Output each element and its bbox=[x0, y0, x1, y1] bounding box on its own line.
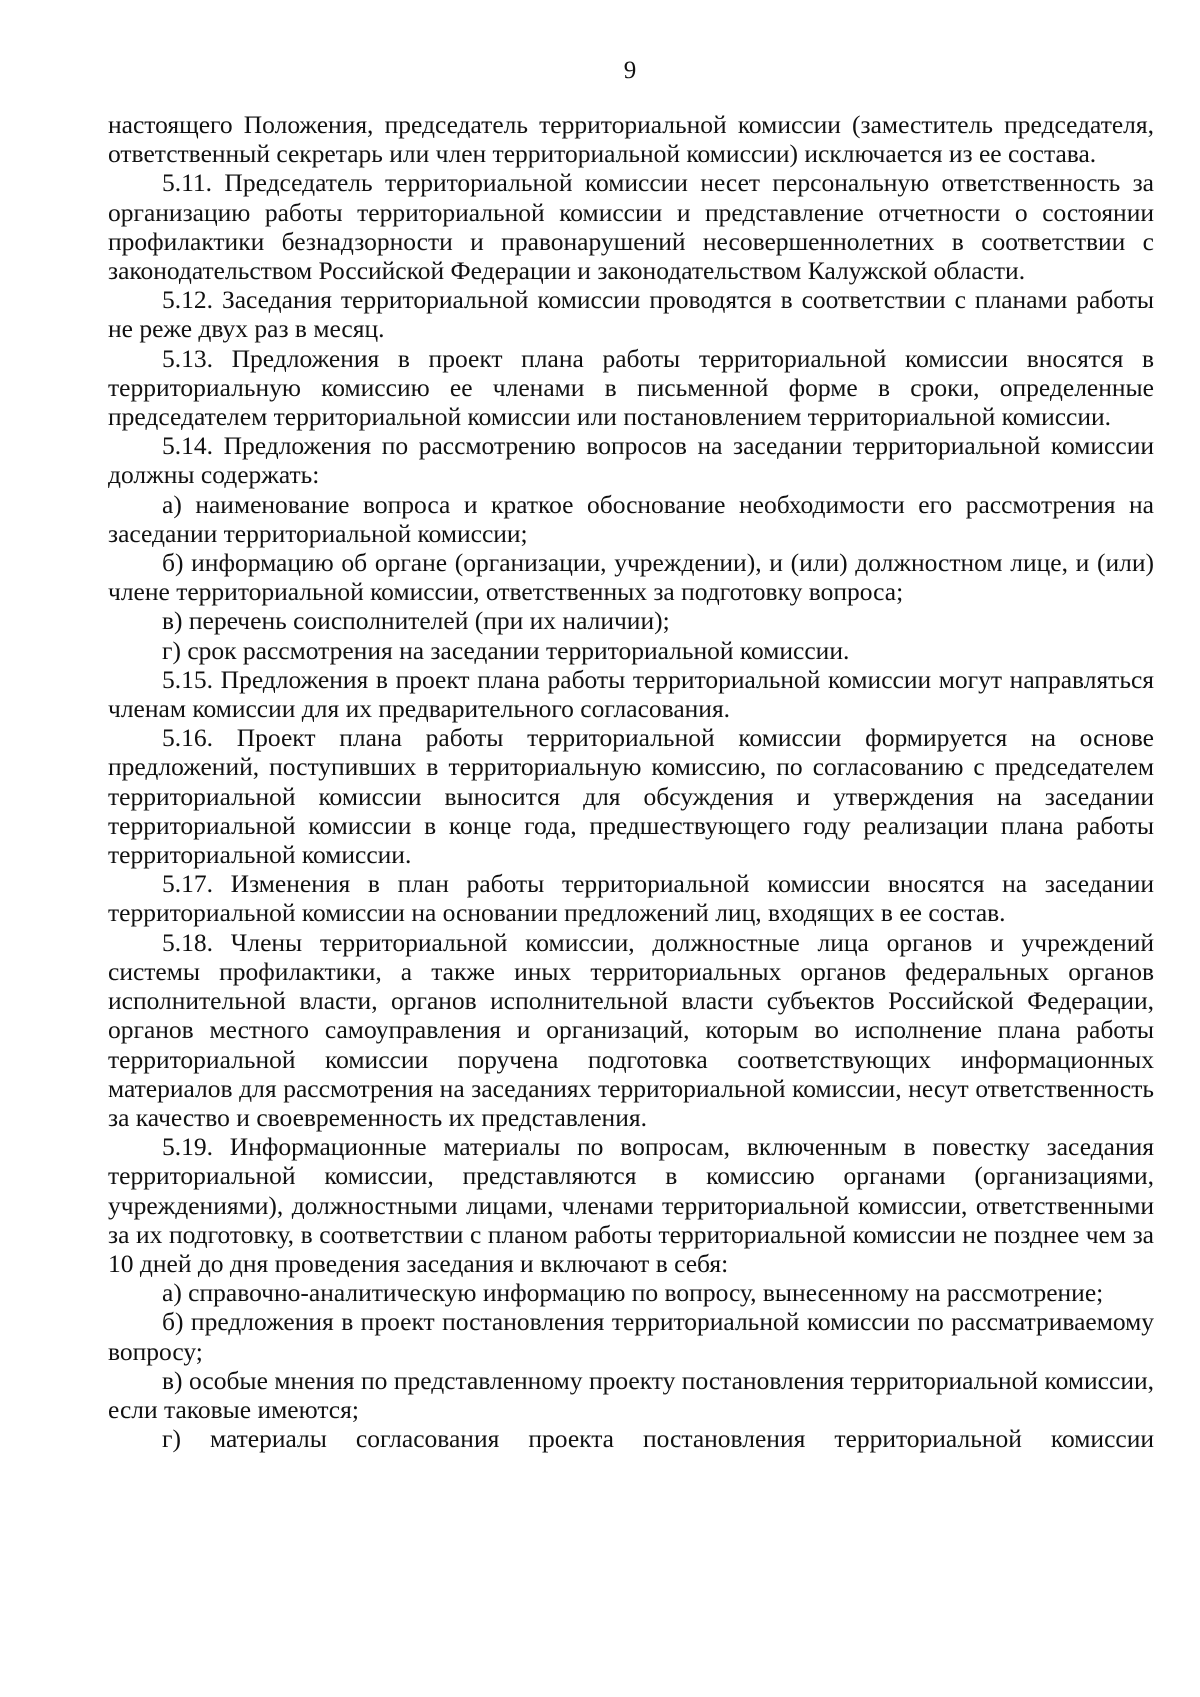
paragraph-5-17: 5.17. Изменения в план работы территориальной комиссии вносятся на заседании территориальной комиссии на основании предложений лиц, входящих в ее состав. bbox=[108, 869, 1154, 928]
paragraph-5-19-v: в) особые мнения по представленному проекту постановления территориальной комиссии, если таковые имеются; bbox=[108, 1365, 1154, 1424]
paragraph-5-15: 5.15. Предложения в проект плана работы территориальной комиссии могут направляться членам комиссии для их предварительного согласования. bbox=[108, 664, 1154, 724]
document-body bbox=[108, 110, 1154, 1453]
paragraph-5-14-v: в) перечень соисполнителей (при их наличии); bbox=[162, 606, 670, 636]
paragraph-5-16: 5.16. Проект плана работы территориальной комиссии формируется на основе предложений, поступивших в территориальную комиссию, по согласованию с председателем территориальной комиссии выносится для обсуждения и утверждения на заседании территориальной комиссии в конце года, предшествующего году реализации плана работы территориальной комиссии. bbox=[108, 723, 1154, 870]
paragraph-5-19-g: г) материалы согласования проекта постановления территориальной комиссии bbox=[162, 1424, 1154, 1454]
paragraph-5-18: 5.18. Члены территориальной комиссии, должностные лица органов и учреждений системы профилактики, а также иных территориальных органов федеральных органов исполнительной власти, органов исполнительной власти субъектов Российской Федерации, органов местного самоуправления и организаций, которым во исполнение плана работы территориальной комиссии поручена подготовка соответствующих информационных материалов для рассмотрения на заседаниях территориальной комиссии, несут ответственность за качество и своевременность их представления. bbox=[108, 927, 1154, 1132]
paragraph-continuation: настоящего Положения, председатель территориальной комиссии (заместитель председателя, ответственный секретарь или член территориальной комиссии) исключается из ее состава. bbox=[108, 110, 1154, 169]
paragraph-5-19-b: б) предложения в проект постановления территориальной комиссии по рассматриваемому вопросу; bbox=[108, 1307, 1154, 1366]
paragraph-5-19-a: а) справочно-аналитическую информацию по вопросу, вынесенному на рассмотрение; bbox=[162, 1278, 1104, 1308]
paragraph-5-14-g: г) срок рассмотрения на заседании территориальной комиссии. bbox=[162, 635, 850, 665]
paragraph-5-12: 5.12. Заседания территориальной комиссии проводятся в соответствии с планами работы не реже двух раз в месяц. bbox=[108, 285, 1154, 344]
paragraph-5-14-a: а) наименование вопроса и краткое обоснование необходимости его рассмотрения на заседании территориальной комиссии; bbox=[108, 489, 1154, 548]
paragraph-5-14-b: б) информацию об органе (организации, учреждении), и (или) должностном лице, и (или) члене территориальной комиссии, ответственных за подготовку вопроса; bbox=[108, 548, 1154, 607]
paragraph-5-19: 5.19. Информационные материалы по вопросам, включенным в повестку заседания территориальной комиссии, представляются в комиссию органами (организациями, учреждениями), должностными лицами, членами территориальной комиссии, ответственными за их подготовку, в соответствии с планом работы территориальной комиссии не позднее чем за 10 дней до дня проведения заседания и включают в себя: bbox=[108, 1132, 1154, 1278]
paragraph-5-14: 5.14. Предложения по рассмотрению вопросов на заседании территориальной комиссии должны содержать: bbox=[108, 431, 1154, 490]
page-number: 9 bbox=[623, 57, 637, 84]
paragraph-5-13: 5.13. Предложения в проект плана работы территориальной комиссии вносятся в территориальную комиссию ее членами в письменной форме в сроки, определенные председателем территориальной комиссии или постановлением территориальной комиссии. bbox=[108, 343, 1154, 432]
paragraph-5-11: 5.11. Председатель территориальной комиссии несет персональную ответственность за организацию работы территориальной комиссии и представление отчетности о состоянии профилактики безнадзорности и правонарушений несовершеннолетних в соответствии с законодательством Российской Федерации и законодательством Калужской области. bbox=[108, 168, 1154, 286]
